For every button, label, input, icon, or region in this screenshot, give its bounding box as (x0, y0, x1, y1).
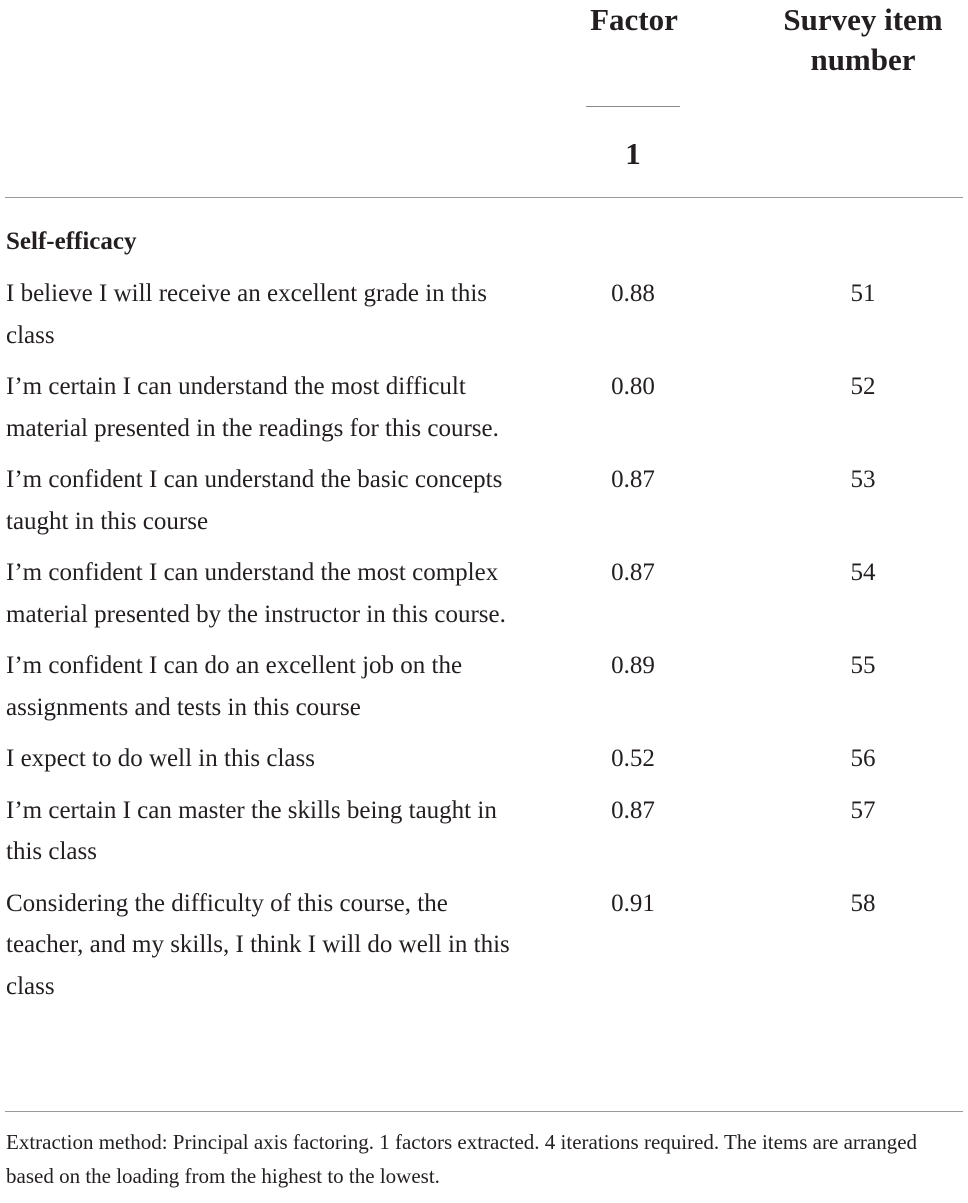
survey-item-number: 58 (850, 889, 876, 917)
factor-loading: 0.80 (611, 373, 655, 400)
section-title: Self-efficacy (6, 228, 137, 255)
survey-item-number-column-header: Survey item number (783, 2, 943, 77)
factor-loading: 0.91 (611, 889, 655, 917)
table-row (6, 883, 964, 1008)
factor-header-rule (586, 106, 680, 107)
table-footnote: Extraction method: Principal axis factoring. 1 factors extracted. 4 iterations required. The items are arranged based on the loading from the highest to the lowest. (6, 1130, 918, 1188)
survey-item-text: I expect to do well in this class (6, 745, 315, 772)
survey-item-text: I’m certain I can understand the most difficult material presented in the readings for this course. (6, 373, 499, 442)
survey-item-text: I’m confident I can understand the most complex material presented by the instructor in this course. (6, 559, 506, 628)
table-row (6, 738, 964, 780)
survey-item-text: Considering the difficulty of this course, the teacher, and my skills, I think I will do well in this class (6, 889, 510, 1000)
factor-loading: 0.89 (611, 652, 655, 679)
table-row (6, 790, 964, 873)
factor-column-header: Factor (590, 2, 678, 37)
factor-loading: 0.87 (611, 796, 655, 824)
survey-item-number: 55 (850, 652, 876, 679)
survey-item-number: 54 (850, 559, 876, 586)
factor-loading: 0.88 (611, 280, 655, 307)
factor-loading: 0.52 (611, 745, 655, 772)
header-divider (5, 197, 963, 198)
survey-item-number: 51 (850, 280, 876, 307)
survey-item-number: 57 (850, 796, 876, 824)
survey-item-number: 53 (850, 466, 876, 493)
survey-item-text: I believe I will receive an excellent grade in this class (6, 280, 488, 349)
factor-loading: 0.87 (611, 559, 655, 586)
table-row (6, 366, 964, 449)
footer-divider (5, 1111, 963, 1112)
survey-item-number: 56 (850, 745, 876, 772)
table-row (6, 645, 964, 728)
survey-item-text: I’m confident I can do an excellent job on the assignments and tests in this course (6, 652, 463, 721)
survey-item-text: I’m confident I can understand the basic concepts taught in this course (6, 466, 503, 535)
table-row (6, 552, 964, 635)
factor-loading: 0.87 (611, 466, 655, 493)
factor-number-subheader: 1 (625, 136, 641, 171)
table-row (6, 273, 964, 356)
survey-item-text: I’m certain I can master the skills being taught in this class (6, 796, 497, 865)
table-row (6, 459, 964, 542)
table-body (6, 273, 964, 1017)
survey-item-number: 52 (850, 373, 876, 400)
